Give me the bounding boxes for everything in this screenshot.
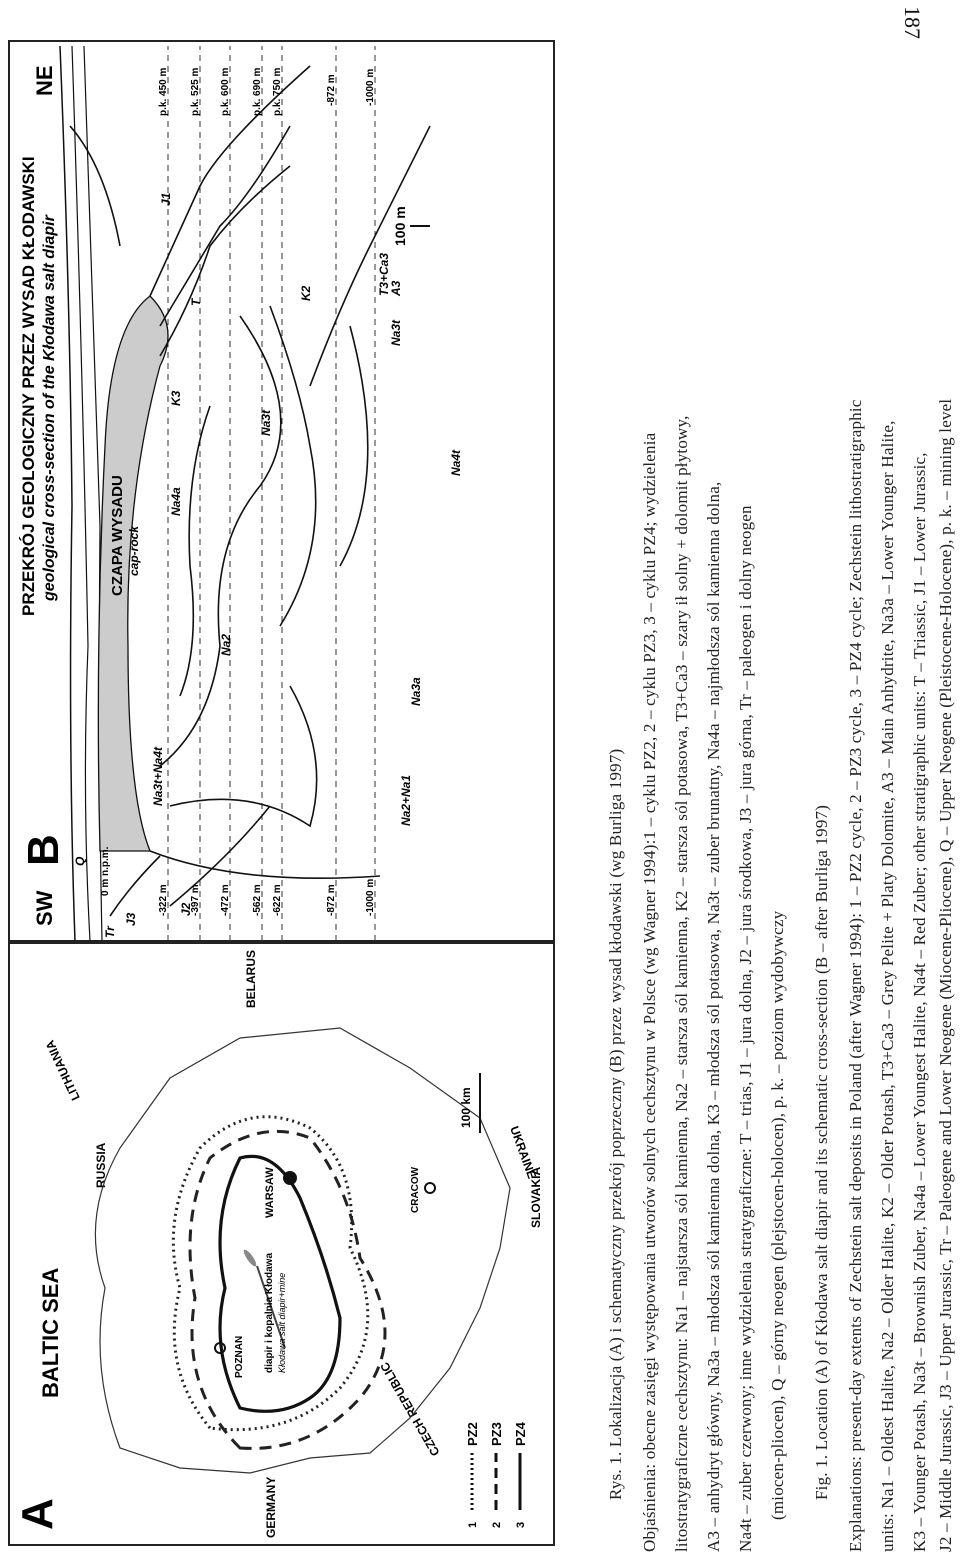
caprock-label: CZAPA WYSADU — [109, 475, 126, 596]
level-525: p.k. 525 m — [190, 67, 201, 116]
quaternary-base — [72, 46, 90, 941]
level-872: -872 m — [326, 74, 337, 106]
legend-num-3: 3 — [515, 1521, 527, 1528]
unit-na3a: Na3a — [409, 677, 423, 706]
right-level-labels — [158, 68, 376, 116]
map-svg — [10, 942, 555, 1546]
legend-num-2: 2 — [491, 1521, 503, 1528]
caption-pl-line-1: Objaśnienia: obecne zasięgi występowania utworów solnych cechsztynu w Polsce (wg Wagner 1994):1 – cyklu PZ2, 2 – cyklu PZ3, 3 – cyklu PZ4; wydzielenia — [640, 432, 659, 1552]
left-depth-labels — [100, 846, 376, 916]
label-baltic-sea: BALTIC SEA — [38, 1267, 63, 1398]
caprock-label-en: cap-rock — [127, 525, 141, 576]
unit-na4t: Na4t — [449, 449, 463, 476]
label-mine-pl: diapir i kopalnia Kłodawa — [264, 1252, 275, 1373]
caption-pl-line-4: Na4t – zuber czerwony; inne wydzielenia stratygraficzne: T – trias, J1 – jura dolna, J2 – jura środkowa, J3 – jura górna, Tr – paleogen i dolny neogen — [736, 505, 755, 1552]
label-slovakia: SLOVAKIA — [529, 1166, 543, 1228]
label-belarus: BELARUS — [244, 949, 258, 1008]
unit-a3: A3 — [389, 280, 403, 296]
label-russia: RUSSIA — [94, 1142, 108, 1188]
map-panel-a — [8, 940, 555, 1546]
legend-num-1: 1 — [467, 1521, 479, 1528]
map-legend — [465, 1421, 528, 1528]
label-ukraine: UKRAINE — [507, 1124, 540, 1181]
page-number: 187 — [900, 6, 925, 39]
level-600: p.k. 600 m — [220, 67, 231, 116]
caption-en-title: Fig. 1. Location (A) of Kłodawa salt diapir and its schematic cross-section (B – after Burliga 1997) — [812, 804, 831, 1500]
section-scale-label: 100 m — [392, 206, 408, 246]
unit-na4a: Na4a — [169, 487, 183, 516]
label-cracow: CRACOW — [410, 1166, 421, 1213]
level-690: p.k. 690 m — [252, 67, 263, 116]
caption-pl-title: Rys. 1. Lokalizacja (A) i schematyczny przekrój poprzeczny (B) przez wysad kłodawski (wg Burliga 1997) — [606, 748, 625, 1500]
caption-en-line-4: J2 – Middle Jurassic, J3 – Upper Jurassic, Tr – Paleogene and Lower Neogene (Miocene-Pliocene), Q – Upper Neogene (Pleistocene-Holocene), p. k. – mining level — [936, 398, 955, 1552]
depth-322: -322 m — [158, 884, 169, 916]
caption-en-line-3: K3 – Younger Potash, Na3t – Brownish Zuber, Na4a – Lower Youngest Halite, Na4t – Red Zuber; other stratigraphic units: T – Triassic, J1 – Lower Jurassic, — [910, 452, 929, 1552]
cracow-marker — [425, 1183, 435, 1193]
klodawa-diapir-marker — [242, 1248, 258, 1268]
unit-tr: Tr — [103, 926, 117, 938]
poland-outline — [95, 1028, 510, 1473]
label-sw: SW — [32, 890, 57, 926]
depth-872: -872 m — [326, 884, 337, 916]
unit-na3t-b: Na3t — [389, 319, 403, 346]
unit-na3tna4t: Na3t+Na4t — [151, 746, 165, 806]
panel-letter-a: A — [13, 1498, 62, 1530]
caption-pl-line-2: litostratygraficzne cechsztynu: Na1 – najstarsza sól kamienna, Na2 – starsza sól kamienna, K2 – starsza sól potasowa, T3+Ca3 – szary ił solny + dolomit płytowy, — [672, 415, 691, 1552]
caption-pl-line-3: A3 – anhydryt główny, Na3a – młodsza sól kamienna dolna, K3 – młodsza sól potasowa, Na3t – zuber brunatny, Na4a – najmłodsza sól kamienna dolna, — [704, 481, 723, 1552]
unit-t3ca3: T3+Ca3 — [377, 252, 391, 296]
caption-pl-line-5: (miocen-pliocen), Q – górny neogen (plejstocen-holocen), p. k. – poziom wydobywczy — [768, 910, 787, 1520]
unit-na2: Na2 — [219, 633, 233, 656]
unit-j3: J3 — [124, 912, 138, 926]
legend-label-pz4: PZ4 — [513, 1422, 528, 1446]
depth-472: -472 m — [220, 884, 231, 916]
panel-letter-b: B — [19, 834, 68, 866]
legend-label-pz2: PZ2 — [465, 1422, 480, 1446]
section-title-en: geological cross-section of the Kłodawa salt diapir — [41, 215, 58, 601]
label-czech: CZECH REPUBLIC — [377, 1359, 443, 1459]
depth-1000: -1000 m — [365, 878, 376, 916]
level-450: p.k. 450 m — [158, 67, 169, 116]
level-1000: -1000 m — [365, 68, 376, 106]
map-scale-label: 100 km — [459, 1087, 473, 1128]
label-lithuania: LITHUANIA — [42, 1038, 83, 1103]
warsaw-marker — [283, 1171, 297, 1185]
surface-line — [60, 46, 75, 941]
depth-622: -622 m — [272, 884, 283, 916]
section-title-pl: PRZEKRÓJ GEOLOGICZNY PRZEZ WYSAD KŁODAWSKI — [19, 156, 38, 616]
unit-na2na1: Na2+Na1 — [399, 774, 413, 826]
caption-en-line-2: units: Na1 – Oldest Halite, Na2 – Older Halite, K2 – Older Potash, T3+Ca3 – Grey Pelite + Platy Dolomite, A3 – Main Anhydrite, Na3a – Lower Younger Halite, — [878, 420, 897, 1552]
depth-0: 0 m n.p.m. — [100, 846, 111, 896]
label-poznan: POZNAN — [234, 1335, 245, 1378]
unit-j2: J2 — [179, 902, 193, 916]
unit-k3: K3 — [169, 390, 183, 406]
section-svg — [10, 42, 555, 944]
depth-562: -562 m — [252, 884, 263, 916]
section-panel-b — [8, 40, 555, 944]
unit-t: T — [189, 298, 203, 306]
label-mine-en: Kłodawa salt diapir+mine — [277, 1272, 287, 1373]
label-warsaw: WARSAW — [264, 1167, 276, 1218]
unit-q: Q — [73, 856, 87, 866]
label-ne: NE — [32, 65, 57, 96]
caption-en-line-1: Explanations: present-day extents of Zechstein salt deposits in Poland (after Wagner 1994): 1 – PZ2 cycle, 2 – PZ3 cycle, 3 – PZ4 cycle; Zechstein lithostratigraphic — [846, 399, 865, 1552]
depth-397: -397 m — [190, 884, 201, 916]
unit-k2: K2 — [299, 285, 313, 301]
unit-na3t: Na3t — [259, 409, 273, 436]
legend-label-pz3: PZ3 — [489, 1422, 504, 1446]
level-750: p.k. 750 m — [272, 67, 283, 116]
label-germany: GERMANY — [264, 1476, 278, 1538]
unit-j1: J1 — [159, 192, 173, 206]
